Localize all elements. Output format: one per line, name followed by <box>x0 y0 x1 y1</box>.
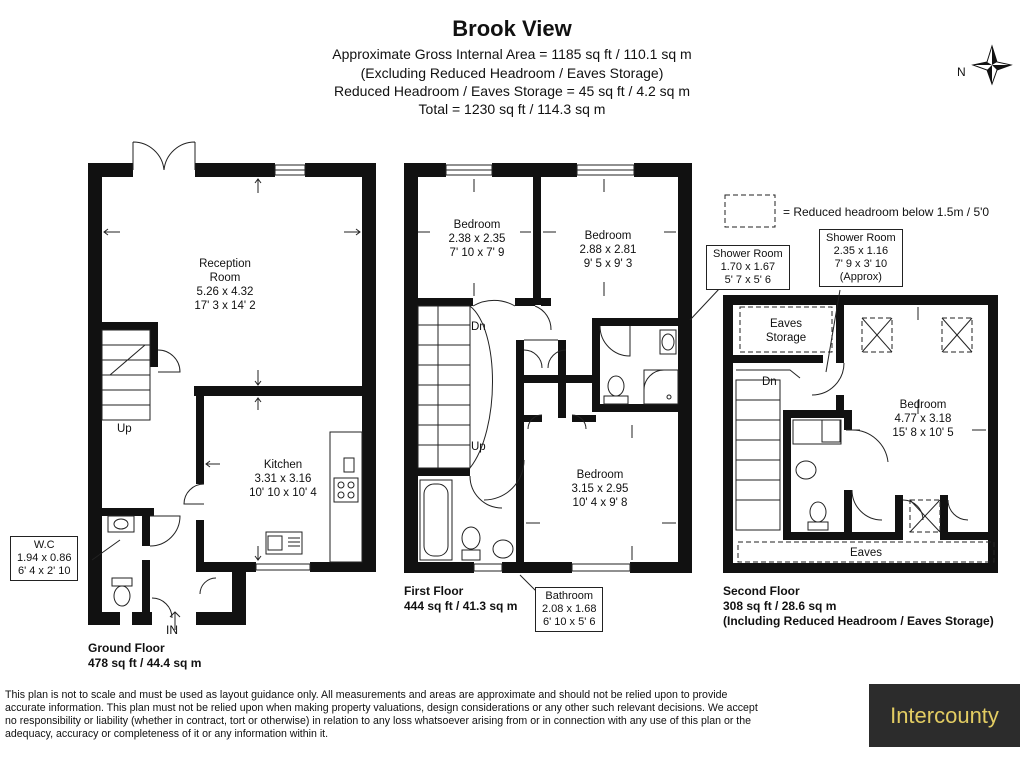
second-stairs-dn: Dn <box>762 376 777 388</box>
wc-label: W.C 1.94 x 0.86 6' 4 x 2' 10 <box>10 536 78 581</box>
wc-basin <box>108 516 134 532</box>
entrance-label: IN <box>166 623 178 637</box>
bedroom-b-label: Bedroom 2.88 x 2.81 9' 5 x 9' 3 <box>579 230 637 270</box>
first-stairs-up: Up <box>471 441 486 453</box>
wc-toilet <box>112 578 132 586</box>
shower-tray <box>644 370 678 404</box>
ground-stairs <box>102 330 150 420</box>
legend-text: = Reduced headroom below 1.5m / 5'0 <box>783 205 990 219</box>
reception-room-label: Reception Room 5.26 x 4.32 17' 3 x 14' 2 <box>194 258 256 312</box>
second-shower-room-label: Shower Room 2.35 x 1.16 7' 9 x 3' 10 (Approx) <box>819 229 903 287</box>
legend-swatch <box>725 195 775 227</box>
bathroom-label: Bathroom 2.08 x 1.68 6' 10 x 5' 6 <box>535 587 603 632</box>
gross-area-line: Approximate Gross Internal Area = 1185 sq ft / 110.1 sq m <box>332 46 692 62</box>
reduced-headroom-line: Reduced Headroom / Eaves Storage = 45 sq ft / 4.2 sq m <box>333 83 691 99</box>
brand-logo: Intercounty <box>869 684 1020 747</box>
bathtub <box>420 480 452 560</box>
disclaimer-text: This plan is not to scale and must be used as layout guidance only. All measurements and areas are approximate and should not be relied upon to provide accurate information. This plan must not be relied upon when making property valuations, design considerations or any other such relevant decisions. We accept no responsibility or liability (whether in contract, tort or otherwise) in relation to any loss whatsoever arising from or in connection with any use of this plan or the adequacy, accuracy or completeness of it or any information within it. <box>5 689 758 740</box>
second-bedroom-label: Bedroom 4.77 x 3.18 15' 8 x 10' 5 <box>892 399 954 439</box>
second-floor-title: Second Floor 308 sq ft / 28.6 sq m (Including Reduced Headroom / Eaves Storage) <box>723 584 994 628</box>
french-doors <box>133 142 195 170</box>
ground-stairs-up: Up <box>117 423 132 435</box>
bedroom-c-label: Bedroom 3.15 x 2.95 10' 4 x 9' 8 <box>571 469 629 509</box>
total-area-line: Total = 1230 sq ft / 114.3 sq m <box>418 101 606 117</box>
ground-floor-walls <box>88 163 376 625</box>
window-kitchen <box>256 564 310 570</box>
bedroom-a-label: Bedroom 2.38 x 2.35 7' 10 x 7' 9 <box>448 219 506 259</box>
ground-floor-title: Ground Floor 478 sq ft / 44.4 sq m <box>88 641 202 670</box>
shower-room-label: Shower Room 1.70 x 1.67 5' 7 x 5' 6 <box>706 245 790 290</box>
first-floor-title: First Floor 444 sq ft / 41.3 sq m <box>404 584 518 613</box>
first-stairs-dn: Dn <box>471 321 486 333</box>
eaves-label: Eaves <box>850 547 882 559</box>
kitchen-label: Kitchen 3.31 x 3.16 10' 10 x 10' 4 <box>249 459 317 499</box>
compass-label: N <box>957 65 966 79</box>
excluding-line: (Excluding Reduced Headroom / Eaves Storage) <box>360 65 664 81</box>
eaves-storage-label: Eaves Storage <box>765 318 807 344</box>
page-title: Brook View <box>452 16 572 41</box>
